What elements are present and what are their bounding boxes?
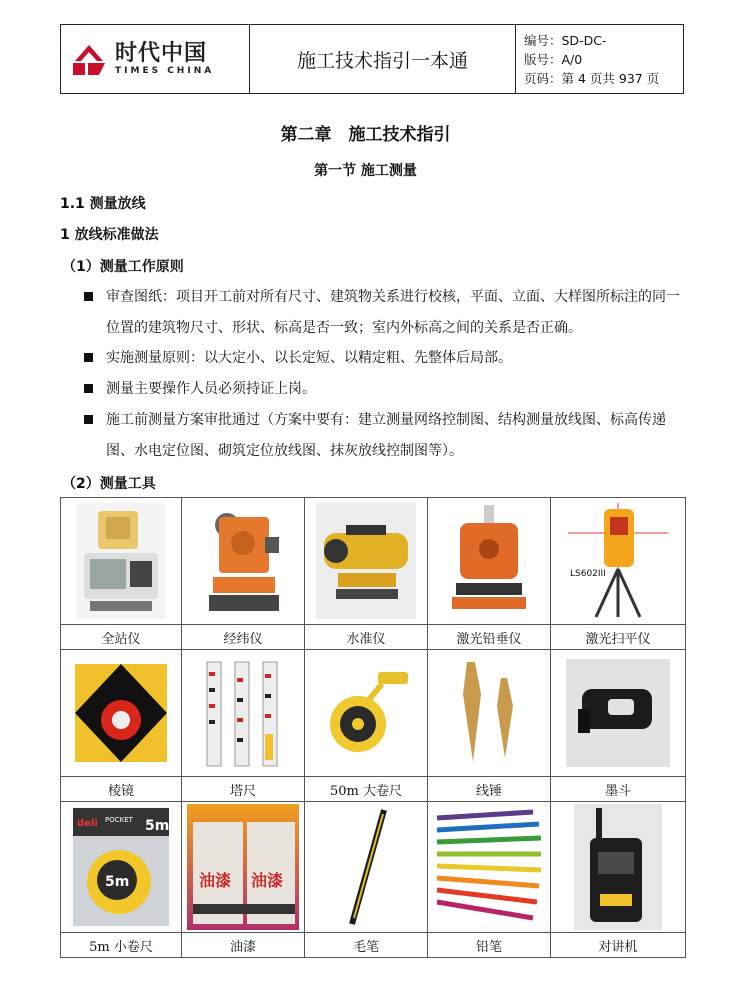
tool-caption: 激光铅垂仪 bbox=[428, 625, 551, 650]
paint-cans-photo bbox=[182, 802, 305, 933]
plumb-bob-photo bbox=[428, 650, 551, 777]
brush-pen-photo bbox=[305, 802, 428, 933]
bullet-square-icon bbox=[84, 415, 93, 424]
tool-caption: 棱镜 bbox=[61, 777, 182, 802]
tool-caption: 墨斗 bbox=[551, 777, 686, 802]
bullet-square-icon bbox=[84, 384, 93, 393]
pocket-tape-measure-photo bbox=[61, 802, 182, 933]
section-title: 第一节 施工测量 bbox=[314, 163, 417, 179]
tool-caption: 线锤 bbox=[428, 777, 551, 802]
principle-item: 审查图纸：项目开工前对所有尺寸、建筑物关系进行校核，平面、立面、大样图所标注的同一位置的建筑物尺寸、形状、标高是否一致；室内外标高之间的关系是否正确。 bbox=[84, 282, 689, 344]
principle-item: 实施测量原则：以大定小、以长定短、以精定粗、先整体后局部。 bbox=[84, 343, 689, 374]
svg-text:POCKET: POCKET bbox=[105, 816, 133, 824]
document-header bbox=[60, 24, 684, 94]
walkie-talkie-photo bbox=[551, 802, 686, 933]
tool-caption: 激光扫平仪 bbox=[551, 625, 686, 650]
leveling-staff-photo bbox=[182, 650, 305, 777]
level-instrument-photo bbox=[305, 498, 428, 625]
document-title: 施工技术指引一本通 bbox=[250, 25, 516, 93]
brand-logo bbox=[61, 25, 250, 93]
tool-caption: 毛笔 bbox=[305, 933, 428, 958]
pencils-photo bbox=[428, 802, 551, 933]
principle-item: 施工前测量方案审批通过（方案中要有：建立测量网络控制图、结构测量放线图、标高传递图、水电定位图、砌筑定位放线图、抹灰放线控制图等）。 bbox=[84, 405, 689, 467]
svg-text:deli: deli bbox=[77, 818, 98, 829]
brand-name-en: TIMES CHINA bbox=[115, 66, 215, 76]
tool-caption: 全站仪 bbox=[61, 625, 182, 650]
tool-caption: 水准仪 bbox=[305, 625, 428, 650]
document-version: 版号：A/0 bbox=[524, 52, 583, 67]
heading-1: 1 放线标准做法 bbox=[60, 227, 159, 243]
bullet-square-icon bbox=[84, 292, 93, 301]
principle-item: 测量主要操作人员必须持证上岗。 bbox=[84, 374, 689, 405]
bullet-square-icon bbox=[84, 353, 93, 362]
brand-name-cn: 时代中国 bbox=[115, 41, 208, 66]
tool-caption: 经纬仪 bbox=[182, 625, 305, 650]
tool-caption: 对讲机 bbox=[551, 933, 686, 958]
svg-text:油漆: 油漆 bbox=[199, 871, 232, 890]
svg-text:5m: 5m bbox=[145, 818, 170, 834]
tool-caption: 50m 大卷尺 bbox=[305, 777, 428, 802]
heading-principles: （1）测量工作原则 bbox=[62, 259, 184, 275]
tool-caption: 5m 小卷尺 bbox=[61, 933, 182, 958]
chapter-title: 第二章 施工技术指引 bbox=[280, 125, 451, 145]
chalk-line-photo bbox=[551, 650, 686, 777]
document-code: 编号：SD-DC- bbox=[524, 33, 607, 48]
laser-plummet-photo bbox=[428, 498, 551, 625]
svg-text:LS602III: LS602III bbox=[570, 569, 606, 579]
svg-text:5m: 5m bbox=[105, 874, 130, 890]
tool-caption: 油漆 bbox=[182, 933, 305, 958]
laser-leveler-photo bbox=[551, 498, 686, 625]
long-tape-measure-photo bbox=[305, 650, 428, 777]
times-china-logo-icon bbox=[69, 39, 109, 79]
theodolite-photo bbox=[182, 498, 305, 625]
document-meta bbox=[516, 25, 683, 93]
page-number: 页码：第 4 页共 937 页 bbox=[524, 71, 660, 86]
heading-tools: （2）测量工具 bbox=[62, 476, 156, 492]
heading-1-1: 1.1 测量放线 bbox=[60, 196, 146, 212]
svg-text:油漆: 油漆 bbox=[251, 871, 284, 890]
tools-table bbox=[60, 497, 686, 958]
total-station-photo bbox=[61, 498, 182, 625]
prism-photo bbox=[61, 650, 182, 777]
tool-caption: 塔尺 bbox=[182, 777, 305, 802]
tool-caption: 铅笔 bbox=[428, 933, 551, 958]
